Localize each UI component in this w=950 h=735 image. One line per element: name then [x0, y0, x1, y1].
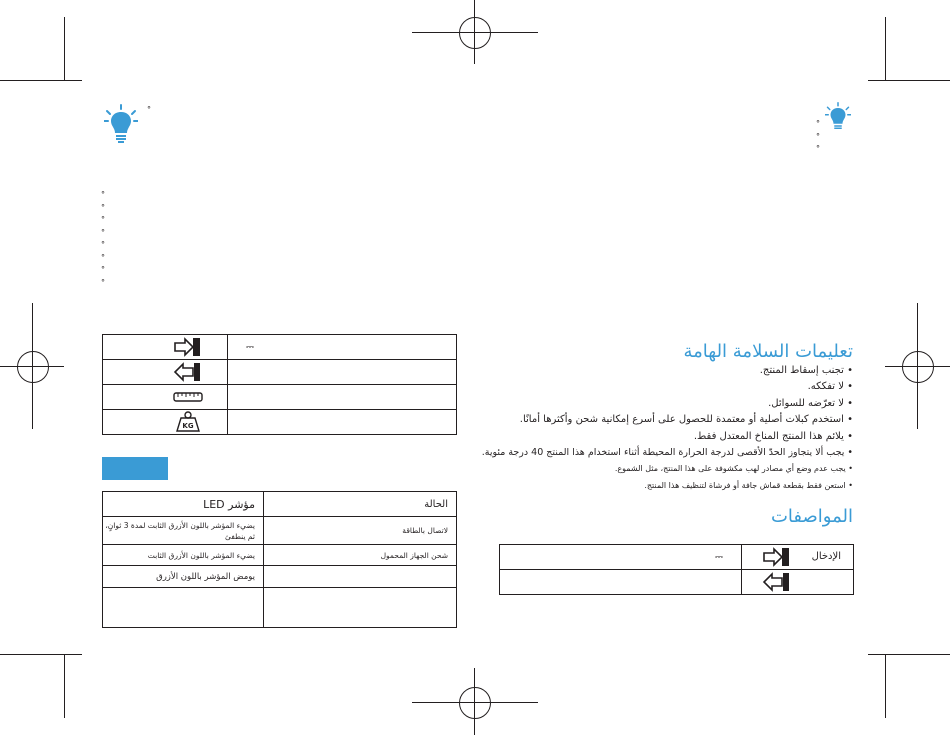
- weight-kg-icon: [103, 410, 228, 435]
- dc-symbol: ⎓: [715, 551, 723, 563]
- list-item: • تجنب إسقاط المنتج.: [759, 365, 853, 376]
- specs-table: [499, 544, 854, 595]
- list-item: • لا تعرّضه للسوائل.: [768, 397, 853, 409]
- list-item: °: [101, 190, 105, 199]
- list-item: • يجب ألا يتجاوز الحدّ الأقصى لدرجة الحرارة المحيطة أثناء استخدام هذا المنتج 40 درجة مئوية.: [481, 447, 853, 459]
- table-cell: [264, 588, 457, 628]
- lightbulb-icon: [825, 102, 851, 136]
- input-arrow-icon: [103, 335, 228, 360]
- output-arrow-icon: [103, 360, 228, 385]
- list-item: °: [101, 277, 105, 287]
- left-bullet-list: [101, 189, 105, 289]
- dc-symbol: ⎓: [246, 341, 254, 353]
- ruler-icon: [103, 385, 228, 410]
- input-label: الإدخال: [811, 551, 841, 562]
- table-cell: [264, 566, 457, 588]
- header-state: الحالة: [264, 492, 457, 517]
- safety-list: [473, 363, 853, 494]
- table-cell: يومض المؤشر باللون الأزرق: [103, 566, 264, 588]
- section-tab: [102, 457, 168, 480]
- right-tip-marks: ° ° °: [816, 119, 820, 153]
- left-tip-marks: °: [147, 105, 151, 114]
- table-cell: يضيء المؤشر باللون الأزرق الثابت لمدة 3 ثوانٍ، ثم ينطفئ: [103, 517, 264, 545]
- list-item: °: [101, 265, 105, 274]
- input-arrow-icon: [762, 547, 790, 570]
- svg-text:KG: KG: [182, 422, 194, 430]
- list-item: • يلائم هذا المنتج المناخ المعتدل فقط.: [693, 430, 853, 442]
- table-cell: شحن الجهاز المحمول: [264, 545, 457, 566]
- list-item: • استعن فقط بقطعة قماش جافة أو فرشاة لتنظيف هذا المنتج.: [644, 480, 853, 490]
- output-arrow-icon: [762, 572, 790, 595]
- icon-spec-table: [102, 334, 457, 435]
- list-item: • استخدم كبلات أصلية أو معتمدة للحصول على أسرع إمكانية شحن وأكثرها أمانًا.: [519, 414, 853, 426]
- list-item: °: [101, 227, 105, 237]
- led-indicator-table: [102, 491, 457, 628]
- lightbulb-icon: [104, 104, 138, 148]
- list-item: °: [101, 252, 105, 262]
- table-cell: [103, 588, 264, 628]
- list-item: °: [101, 202, 105, 212]
- table-cell: يضيء المؤشر باللون الأزرق الثابت: [103, 545, 264, 566]
- table-cell: لاتصال بالطاقة: [264, 517, 457, 545]
- list-item: • لا تفككه.: [807, 381, 853, 393]
- list-item: °: [101, 240, 105, 249]
- safety-title: تعليمات السلامة الهامة: [683, 341, 853, 362]
- list-item: °: [101, 215, 105, 224]
- specs-title: المواصفات: [770, 506, 853, 527]
- header-led: مؤشر LED: [103, 492, 264, 517]
- list-item: • يجب عدم وضع أي مصادر لهب مكشوفة على هذا المنتج، مثل الشموع.: [614, 464, 853, 474]
